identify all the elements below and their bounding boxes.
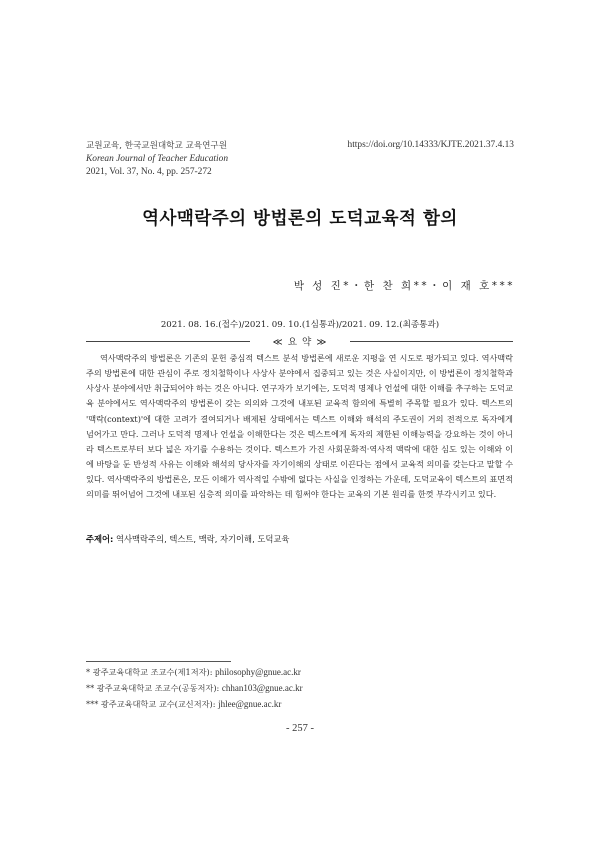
footnote-mark: * — [86, 667, 91, 677]
footnote-email[interactable]: jhlee@gnue.ac.kr — [218, 699, 282, 709]
journal-volume: 2021, Vol. 37, No. 4, pp. 257-272 — [86, 167, 212, 177]
keywords-label: 주제어: — [86, 534, 114, 544]
footnote-mark: *** — [86, 699, 99, 709]
footnote-mark: ** — [86, 683, 95, 693]
footnote-email[interactable]: philosophy@gnue.ac.kr — [215, 667, 301, 677]
doi-link[interactable]: https://doi.org/10.14333/KJTE.2021.37.4.13 — [347, 140, 514, 150]
footnote-2 — [86, 683, 303, 694]
review-dates: 2021. 08. 16.(접수)/2021. 09. 10.(1심통과)/2021. 09. 12.(최종통과) — [160, 320, 440, 330]
footnote-role: 광주교육대학교 조교수(제1저자): — [92, 667, 213, 677]
journal-name-en: Korean Journal of Teacher Education — [86, 154, 229, 164]
footnote-3 — [86, 699, 281, 710]
keywords-list: 역사맥락주의, 텍스트, 맥락, 자기이해, 도덕교육 — [116, 534, 290, 544]
footnote-role: 광주교육대학교 교수(교신저자): — [100, 699, 216, 709]
footnote-rule — [86, 661, 231, 662]
footnote-1 — [86, 667, 301, 678]
authors: 박 성 진*・한 찬 희**・이 재 호*** — [293, 280, 515, 292]
abstract-label: ≪ 요 약 ≫ — [250, 334, 350, 348]
footnote-email[interactable]: chhan103@gnue.ac.kr — [221, 683, 303, 693]
journal-publisher: 교원교육, 한국교원대학교 교육연구원 — [86, 141, 228, 151]
footnote-role: 광주교육대학교 조교수(공동저자): — [96, 683, 220, 693]
page-number: - 257 - — [286, 723, 314, 734]
abstract-text: 역사맥락주의 방법론은 기존의 문헌 중심적 텍스트 분석 방법론에 새로운 지평을 연 시도로 평가되고 있다. 역사맥락주의 방법론에 대한 관심이 주로 정치철학이나 사상사 분야에서 집중되고 있는 것은 사실이지만, 이 방법론이 정치철학과 사상사 분야에서만 취급되어야 하는 것은 아니다. 연구자가 보기에는, 도덕적 명제나 언설에 대한 이해를 추구하는 도덕교육 분야에서도 역사맥락주의 방법론이 갖는 의의와 그것에 내포된 교육적 함의에 특별히 주목할 필요가 있다. 텍스트의 '맥락(context)'에 대한 고려가 결여되거나 배제된 상태에서는 텍스트 이해와 해석의 주도권이 거의 전적으로 독자에게 넘어가고 만다. 그러나 도덕적 명제나 언설을 이해한다는 것은 텍스트에게 독자의 제한된 이해능력을 강요하는 것이 아니라 텍스트로부터 보다 넓은 자기를 수용하는 것이다. 텍스트가 가진 사회문화적·역사적 맥락에 대한 심도 있는 이해와 이에 바탕을 둔 반성적 사유는 이해와 해석의 당사자를 자기이해의 상태로 이끈다는 점에서 교육적 의미를 갖는다고 말할 수 있다. 역사맥락주의 방법론은, 모든 이해가 역사적일 수밖에 없다는 사실을 인정하는 가운데, 도덕교육이 텍스트의 표면적 의미를 뛰어넘어 그것에 내포된 심층적 의미를 파악하는 데 힘써야 한다는 교육의 기본 원리를 한껏 부각시키고 있다. — [86, 353, 513, 500]
keywords — [86, 533, 513, 545]
paper-title: 역사맥락주의 방법론의 도덕교육적 함의 — [142, 209, 458, 229]
abstract-body — [86, 351, 513, 503]
